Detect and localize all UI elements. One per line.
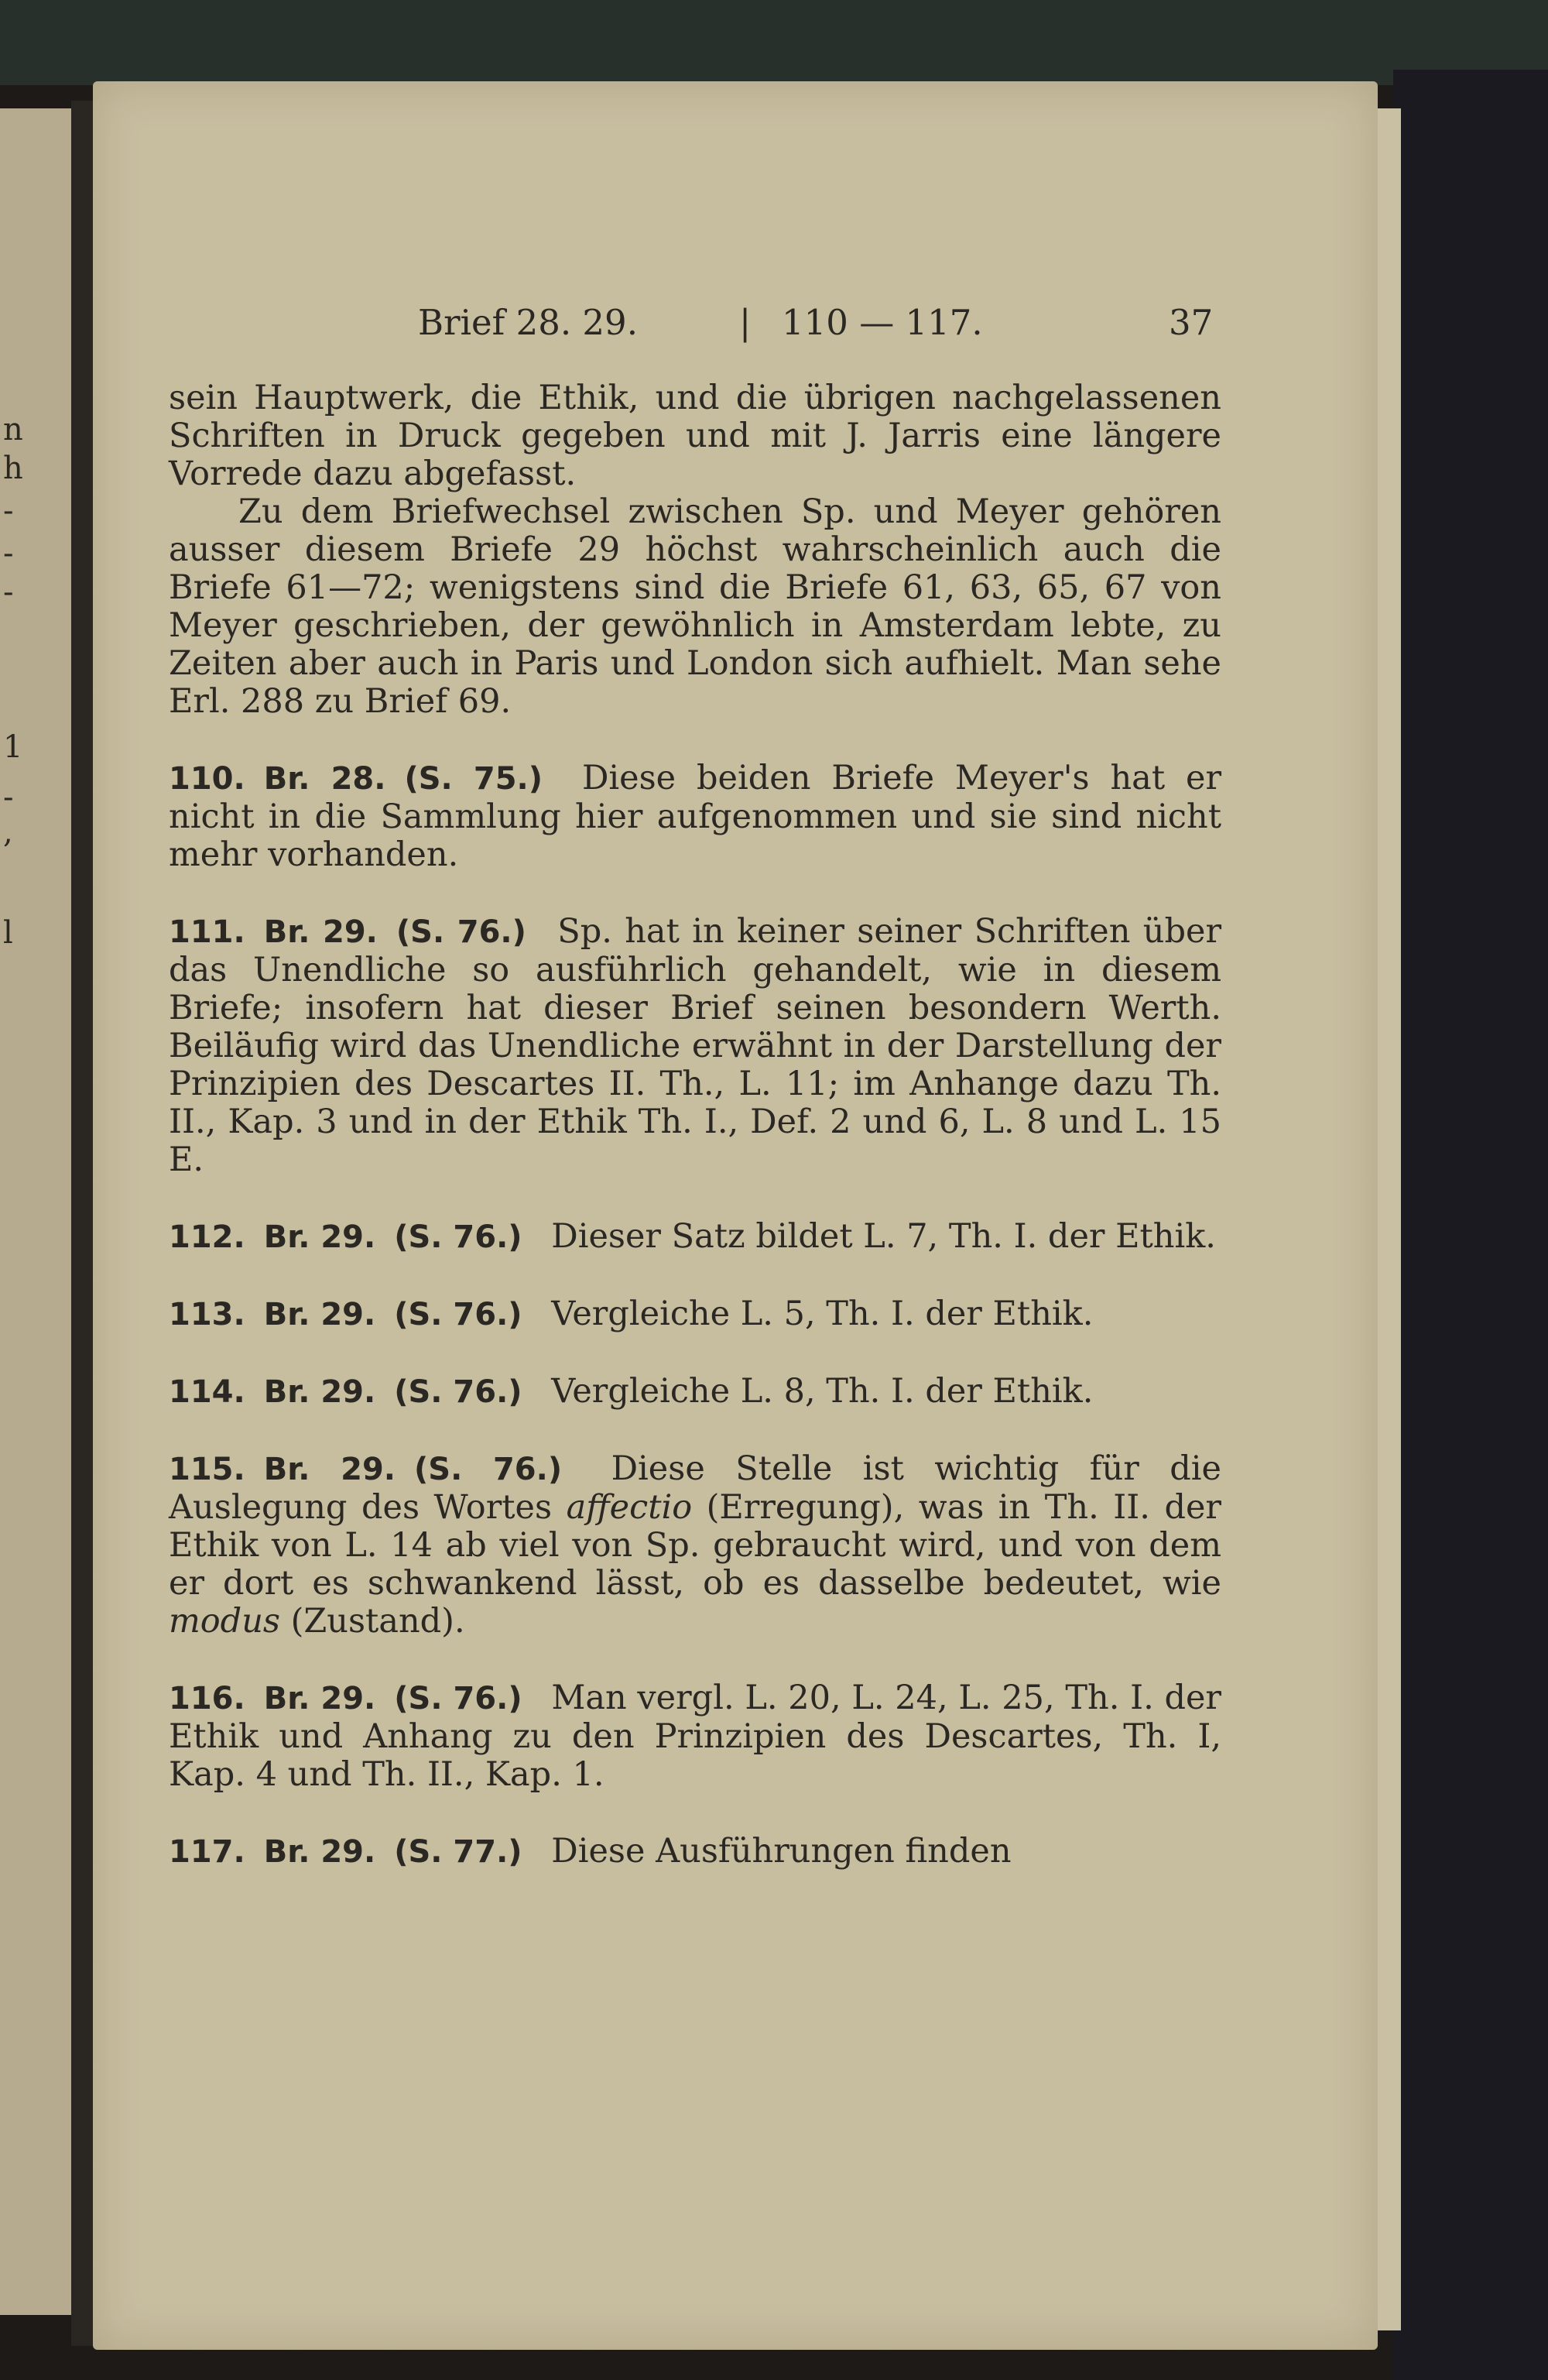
note-heading: 116. Br. 29. (S. 76.) [169,1681,522,1716]
note-111 [169,913,1221,1179]
left-page-fragment: , [3,814,13,850]
note-heading: 112. Br. 29. (S. 76.) [169,1219,522,1255]
left-page-fragment: - [3,780,14,815]
note-italic-term: modus [169,1602,280,1641]
note-text: (Zustand). [279,1602,465,1641]
note-text: Diese Ausführungen finden [551,1832,1012,1871]
left-page-fragment: 1 [3,729,23,765]
header-divider: | [739,302,752,343]
left-page-fragment: h [3,451,23,486]
note-heading: 110. Br. 28. (S. 75.) [169,761,543,797]
left-facing-page [0,108,71,2315]
left-page-fragment: n [3,412,23,448]
background-top [0,0,1548,85]
page-body [169,379,1221,1871]
note-text: (Erregung), was in Th. II. der Ethik von L. 14 ab viel von Sp. gebraucht wird, und von dem er dort es schwankend lässt, ob es dasselbe bedeutet, wie [169,1488,1221,1603]
page-number: 37 [1169,302,1214,343]
note-heading: 111. Br. 29. (S. 76.) [169,914,526,950]
note-116 [169,1679,1221,1794]
note-113 [169,1295,1221,1334]
note-text: Diese Stelle ist wichtig für die Auslegung des Wortes [169,1449,1222,1527]
note-text: Sp. hat in keiner seiner Schriften über das Unendliche so ausführlich gehandelt, wie in diesem Briefe; insofern hat dieser Brief seinen besondern Werth. Beiläufig wird das Unendliche erwähnt in der Darstellung der Prinzipien des Descartes II. Th., L. 11; im Anhange dazu Th. II., Kap. 3 und in der Ethik Th. I., Def. 2 und 6, L. 8 und L. 15 E. [169,912,1222,1179]
header-letters: Brief 28. 29. [418,302,638,343]
note-114 [169,1373,1221,1411]
left-page-fragment: l [3,915,13,951]
note-text: Diese beiden Briefe Meyer's hat er nicht in die Sammlung hier aufgenommen und sie sind nicht mehr vorhanden. [169,759,1222,874]
book-cover [1393,70,1548,2380]
note-117 [169,1833,1221,1871]
note-text: Vergleiche L. 5, Th. I. der Ethik. [551,1295,1094,1333]
header-range: 110 — 117. [782,302,983,343]
note-heading: 117. Br. 29. (S. 77.) [169,1834,522,1870]
note-heading: 114. Br. 29. (S. 76.) [169,1374,522,1410]
note-italic-term: affectio [566,1488,693,1527]
note-heading: 115. Br. 29. (S. 76.) [169,1452,563,1487]
note-text: Vergleiche L. 8, Th. I. der Ethik. [551,1372,1094,1411]
note-115 [169,1450,1221,1641]
left-page-fragment: - [3,493,14,529]
note-heading: 113. Br. 29. (S. 76.) [169,1297,522,1332]
intro-paragraph: Zu dem Briefwechsel zwischen Sp. und Meyer gehören ausser diesem Briefe 29 höchst wahrscheinlich auch die Briefe 61—72; wenigstens sind die Briefe 61, 63, 65, 67 von Meyer geschrieben, der gewöhnlich in Amsterdam lebte, zu Zeiten aber auch in Paris und London sich aufhielt. Man sehe Erl. 288 zu Brief 69. [169,492,1221,721]
note-110 [169,760,1221,874]
note-text: Dieser Satz bildet L. 7, Th. I. der Ethik. [551,1217,1216,1256]
book-page [93,81,1378,2350]
note-text: Man vergl. L. 20, L. 24, L. 25, Th. I. der Ethik und Anhang zu den Prinzipien des Descartes, Th. I, Kap. 4 und Th. II., Kap. 1. [169,1679,1221,1794]
running-header [418,302,1254,364]
note-112 [169,1218,1221,1257]
left-page-fragment: - [3,574,14,610]
intro-paragraph: sein Hauptwerk, die Ethik, und die übrigen nachgelassenen Schriften in Druck gegeben und mit J. Jarris eine längere Vorrede dazu abgefasst. [169,379,1221,493]
left-page-fragment: - [3,536,14,571]
